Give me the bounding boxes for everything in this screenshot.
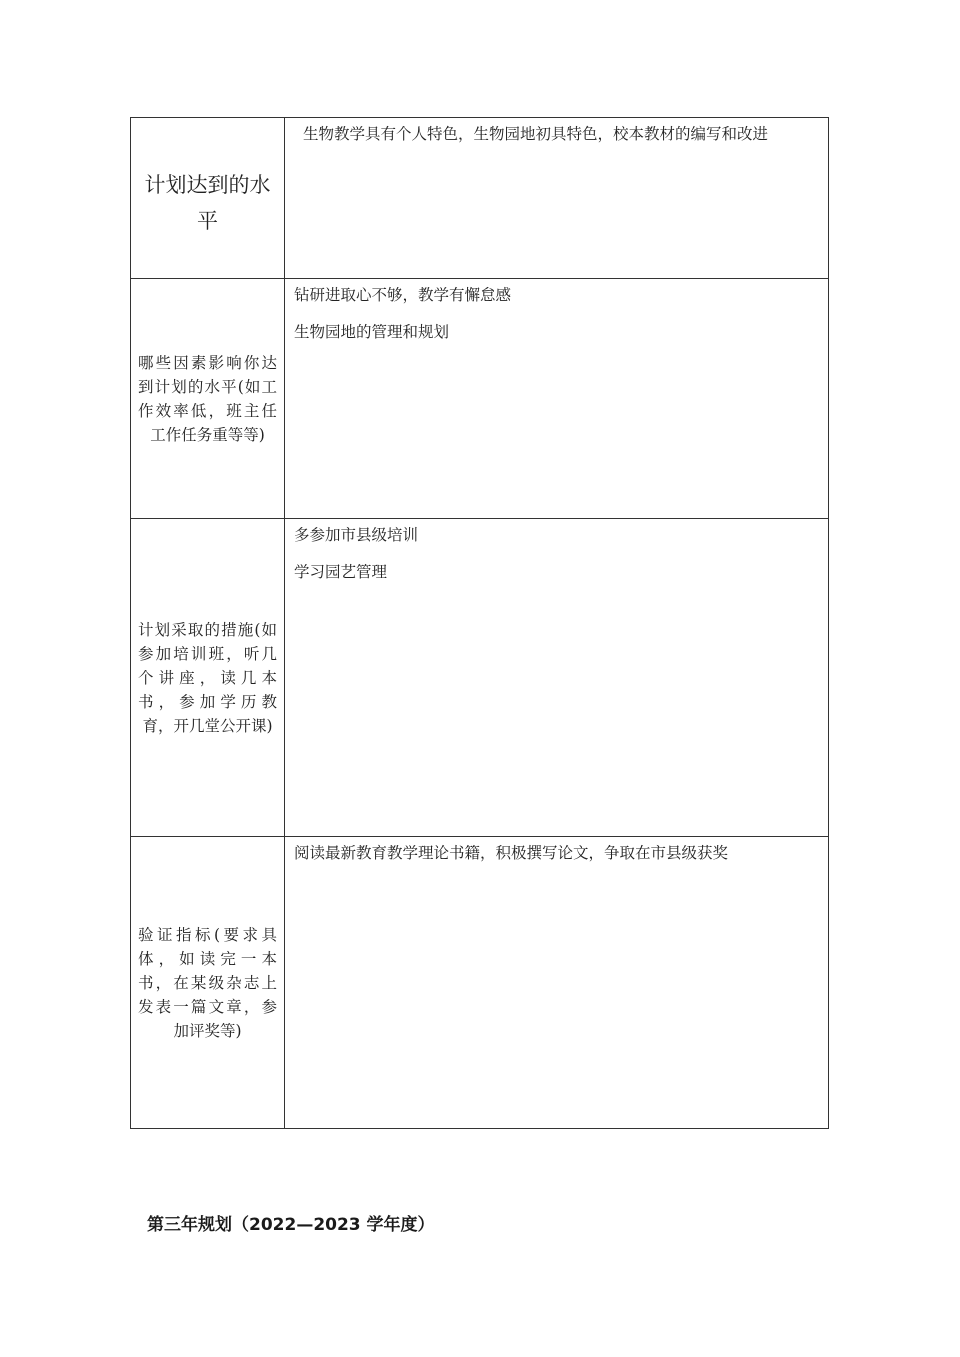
row-label: 计划采取的措施(如参加培训班，听几个讲座，读几本书，参加学历教育，开几堂公开课) — [138, 620, 277, 735]
row-label-cell — [131, 519, 285, 837]
row-content-cell — [285, 837, 829, 1129]
table-row — [131, 519, 829, 837]
table-row — [131, 279, 829, 519]
content-line: 生物园地的管理和规划 — [294, 323, 450, 341]
row-content-cell — [285, 279, 829, 519]
content-line: 生物教学具有个人特色，生物园地初具特色，校本教材的编写和改进 — [303, 125, 769, 143]
content-line: 学习园艺管理 — [294, 563, 388, 581]
row-content-cell — [285, 118, 829, 279]
section-heading: 第三年规划（2022—2023 学年度） — [147, 1215, 435, 1235]
row-label: 计划达到的水平 — [144, 173, 271, 233]
row-label-cell — [131, 837, 285, 1129]
table-row — [131, 837, 829, 1129]
plan-table — [130, 117, 829, 1129]
table-row — [131, 118, 829, 279]
content-line: 钻研进取心不够，教学有懈怠感 — [294, 286, 512, 304]
content-line: 阅读最新教育教学理论书籍，积极撰写论文，争取在市县级获奖 — [294, 844, 729, 862]
content-line: 多参加市县级培训 — [294, 526, 419, 544]
row-label: 哪些因素影响你达到计划的水平(如工作效率低，班主任工作任务重等等) — [138, 353, 277, 444]
row-label-cell — [131, 279, 285, 519]
row-content-cell — [285, 519, 829, 837]
row-label: 验证指标(要求具体，如读完一本书，在某级杂志上发表一篇文章，参加评奖等) — [138, 925, 277, 1040]
row-label-cell — [131, 118, 285, 279]
